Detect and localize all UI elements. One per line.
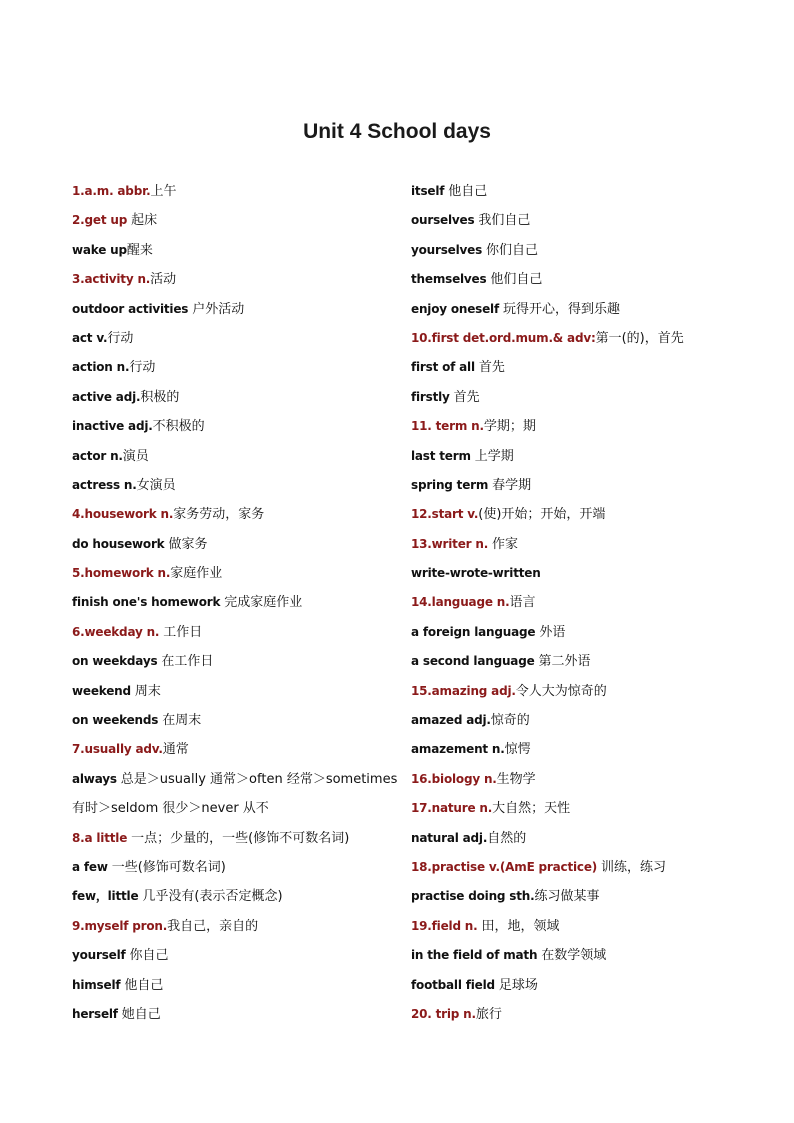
- vocab-meaning: 在周末: [162, 713, 202, 729]
- vocab-term: in the field of math: [411, 948, 542, 963]
- vocab-entry: [411, 827, 741, 856]
- vocab-meaning: 在数学领域: [541, 948, 607, 964]
- vocab-term: 11. term n.: [411, 419, 484, 434]
- vocab-entry: [72, 621, 402, 650]
- vocab-term: spring term: [411, 477, 493, 492]
- vocab-term: enjoy oneself: [411, 301, 503, 316]
- vocab-term: 9.myself pron.: [72, 918, 168, 933]
- vocab-entry: [72, 327, 402, 356]
- vocab-entry: [411, 327, 741, 356]
- vocab-entry: [72, 1003, 402, 1032]
- vocab-entry: [411, 239, 741, 268]
- vocab-term: act v.: [72, 330, 108, 345]
- vocab-entry: [72, 944, 402, 973]
- vocab-term: 14.language n.: [411, 595, 510, 610]
- vocab-term: 10.first det.ord.mum.& adv:: [411, 330, 596, 345]
- vocab-meaning: 上学期: [474, 448, 514, 464]
- vocab-term: practise doing sth.: [411, 889, 535, 904]
- vocab-term: on weekdays: [72, 654, 162, 669]
- vocab-entry: [72, 915, 402, 944]
- vocab-term: on weekends: [72, 713, 163, 728]
- vocab-term: 8.a little: [72, 830, 132, 845]
- vocab-entry: [72, 268, 402, 297]
- vocab-meaning: 做家务: [168, 536, 208, 552]
- vocab-entry: [72, 474, 402, 503]
- vocab-entry: [72, 209, 402, 238]
- vocab-term: wake up: [72, 242, 127, 257]
- vocab-meaning: 他自己: [124, 977, 164, 993]
- vocab-entry: [411, 856, 741, 885]
- vocab-meaning: 家务劳动，家务: [173, 507, 265, 523]
- vocab-term: herself: [72, 1006, 122, 1021]
- vocab-meaning: 有时＞seldom 很少＞never 从不: [72, 801, 269, 817]
- vocab-meaning: 田，地，领域: [481, 918, 560, 934]
- vocab-meaning: 春学期: [492, 477, 532, 493]
- vocab-meaning: 惊奇的: [490, 713, 530, 729]
- vocab-entry: [72, 239, 402, 268]
- vocab-term: 7.usually adv.: [72, 742, 163, 757]
- vocab-term: amazed adj.: [411, 713, 491, 728]
- vocab-meaning: 行动: [129, 360, 156, 376]
- vocab-entry: [411, 621, 741, 650]
- vocab-term: 2.get up: [72, 213, 132, 228]
- vocab-term: last term: [411, 448, 475, 463]
- vocab-entry: [411, 386, 741, 415]
- vocab-entry: [411, 885, 741, 914]
- vocab-term: yourself: [72, 948, 130, 963]
- vocab-entry: [411, 298, 741, 327]
- vocab-meaning: 她自己: [121, 1006, 161, 1022]
- vocab-term: football field: [411, 977, 499, 992]
- vocab-meaning: 不积极的: [152, 419, 205, 435]
- vocab-term: 13.writer n.: [411, 536, 493, 551]
- vocab-term: actor n.: [72, 448, 123, 463]
- vocab-meaning: 他自己: [448, 184, 488, 199]
- vocab-entry: [411, 591, 741, 620]
- vocab-term: a foreign language: [411, 624, 540, 639]
- vocab-term: few，little: [72, 889, 143, 904]
- vocab-term: first of all: [411, 360, 479, 375]
- vocab-entry: [72, 974, 402, 1003]
- vocab-term: weekend: [72, 683, 135, 698]
- vocab-entry: [72, 768, 402, 797]
- vocab-meaning: 令人大为惊奇的: [515, 683, 607, 699]
- vocab-entry: [72, 650, 402, 679]
- vocab-column-left: [72, 180, 402, 1032]
- vocab-term: 16.biology n.: [411, 771, 497, 786]
- vocab-meaning: 户外活动: [192, 301, 245, 317]
- vocab-meaning: 我自己，亲自的: [167, 918, 259, 934]
- vocab-term: outdoor activities: [72, 301, 193, 316]
- vocab-term: a few: [72, 859, 112, 874]
- vocab-meaning: 学期；期: [483, 419, 536, 435]
- vocab-term: 1.a.m. abbr.: [72, 184, 151, 198]
- vocab-entry: [72, 856, 402, 885]
- vocab-meaning: 几乎没有(表示否定概念): [142, 889, 283, 905]
- vocab-entry: [72, 180, 402, 209]
- vocab-meaning: 作家: [492, 536, 519, 552]
- vocab-meaning: 我们自己: [478, 213, 531, 229]
- vocab-entry: [72, 709, 402, 738]
- vocab-term: himself: [72, 977, 125, 992]
- vocab-entry: [411, 974, 741, 1003]
- vocab-entry: [411, 209, 741, 238]
- vocab-meaning: 自然的: [487, 830, 527, 846]
- vocab-term: 19.field n.: [411, 918, 482, 933]
- vocab-entry: [72, 298, 402, 327]
- vocab-term: 12.start v.: [411, 507, 479, 522]
- vocab-term: actress n.: [72, 477, 137, 492]
- vocab-term: 4.housework n.: [72, 507, 174, 522]
- vocab-entry: [411, 915, 741, 944]
- vocab-meaning: 首先: [453, 389, 480, 405]
- vocab-meaning: 行动: [107, 330, 134, 346]
- vocab-term: 18.practise v.(AmE practice): [411, 859, 602, 874]
- vocab-meaning: 女演员: [136, 477, 176, 493]
- vocab-term: a second language: [411, 654, 539, 669]
- vocab-entry: [72, 591, 402, 620]
- vocab-meaning: 在工作日: [161, 654, 214, 670]
- vocab-meaning: 足球场: [498, 977, 538, 993]
- vocab-entry: [411, 533, 741, 562]
- vocab-term: 20. trip n.: [411, 1006, 476, 1021]
- vocab-entry: [411, 415, 741, 444]
- vocab-term: ourselves: [411, 213, 479, 228]
- vocab-term: 5.homework n.: [72, 566, 171, 581]
- vocab-term: amazement n.: [411, 742, 505, 757]
- vocab-entry: [411, 1003, 741, 1032]
- vocab-meaning: 第二外语: [538, 654, 591, 670]
- vocab-entry: [411, 268, 741, 297]
- vocab-meaning: (使)开始；开始，开端: [478, 507, 606, 523]
- vocab-meaning: 首先: [478, 360, 505, 376]
- vocab-entry: [411, 180, 741, 209]
- vocab-column-right: [411, 180, 741, 1032]
- vocab-entry: [72, 445, 402, 474]
- vocab-entry: [72, 827, 402, 856]
- vocab-meaning: 一点；少量的，一些(修饰不可数名词): [131, 830, 350, 846]
- vocab-meaning: 演员: [122, 448, 149, 464]
- vocab-meaning: 你们自己: [486, 242, 539, 258]
- vocab-entry: [411, 445, 741, 474]
- vocab-entry: [72, 797, 402, 826]
- vocab-entry: [411, 797, 741, 826]
- vocab-term: natural adj.: [411, 830, 488, 845]
- vocab-term: 17.nature n.: [411, 801, 493, 816]
- vocab-meaning: 总是＞usually 通常＞often 经常＞sometimes: [120, 771, 398, 787]
- vocab-entry: [411, 709, 741, 738]
- vocab-term: do housework: [72, 536, 169, 551]
- vocab-term: yourselves: [411, 242, 487, 257]
- vocab-entry: [411, 680, 741, 709]
- vocab-meaning: 惊愕: [504, 742, 531, 758]
- vocab-term: finish one's homework: [72, 595, 225, 610]
- vocab-term: inactive adj.: [72, 419, 153, 434]
- vocab-meaning: 玩得开心，得到乐趣: [502, 301, 620, 317]
- vocab-entry: [411, 768, 741, 797]
- vocab-entry: [411, 738, 741, 767]
- vocab-term: action n.: [72, 360, 130, 375]
- vocab-meaning: 积极的: [140, 389, 180, 405]
- vocab-entry: [72, 415, 402, 444]
- vocab-entry: [72, 680, 402, 709]
- vocab-term: active adj.: [72, 389, 141, 404]
- vocab-meaning: 上午: [150, 184, 177, 199]
- vocab-meaning: 起床: [131, 213, 158, 229]
- vocab-term: always: [72, 771, 121, 786]
- vocab-entry: [72, 533, 402, 562]
- vocab-entry: [72, 885, 402, 914]
- vocab-meaning: 醒来: [126, 242, 153, 258]
- vocab-entry: [411, 356, 741, 385]
- vocab-term: firstly: [411, 389, 454, 404]
- vocab-entry: [411, 650, 741, 679]
- vocab-term: 6.weekday n.: [72, 624, 164, 639]
- vocab-meaning: 一些(修饰可数名词): [111, 859, 226, 875]
- vocab-meaning: 他们自己: [490, 272, 543, 288]
- vocab-entry: [411, 503, 741, 532]
- vocab-term: itself: [411, 184, 449, 198]
- vocab-meaning: 训练，练习: [601, 859, 667, 875]
- page-title: Unit 4 School days: [303, 120, 491, 143]
- vocab-term: 15.amazing adj.: [411, 683, 516, 698]
- vocab-meaning: 语言: [509, 595, 536, 611]
- vocab-meaning: 大自然；天性: [492, 801, 571, 817]
- vocab-entry: [411, 474, 741, 503]
- vocab-meaning: 你自己: [129, 948, 169, 964]
- vocab-meaning: 生物学: [496, 771, 536, 787]
- vocab-meaning: 外语: [539, 624, 566, 640]
- vocab-term: 3.activity n.: [72, 272, 151, 287]
- vocab-meaning: 旅行: [475, 1006, 502, 1022]
- vocab-term: write-wrote-written: [411, 566, 541, 581]
- vocab-meaning: 周末: [134, 683, 161, 699]
- vocab-meaning: 活动: [150, 272, 177, 288]
- vocab-term: themselves: [411, 272, 491, 287]
- vocab-meaning: 完成家庭作业: [224, 595, 303, 611]
- vocab-entry: [72, 356, 402, 385]
- vocab-entry: [72, 386, 402, 415]
- vocab-meaning: 练习做某事: [534, 889, 600, 905]
- vocab-meaning: 工作日: [163, 624, 203, 640]
- vocab-meaning: 通常: [162, 742, 189, 758]
- vocab-entry: [411, 562, 741, 591]
- vocab-meaning: 家庭作业: [170, 566, 223, 582]
- vocab-entry: [72, 503, 402, 532]
- vocab-entry: [72, 562, 402, 591]
- vocab-entry: [411, 944, 741, 973]
- vocab-meaning: 第一(的)，首先: [595, 330, 684, 346]
- vocab-entry: [72, 738, 402, 767]
